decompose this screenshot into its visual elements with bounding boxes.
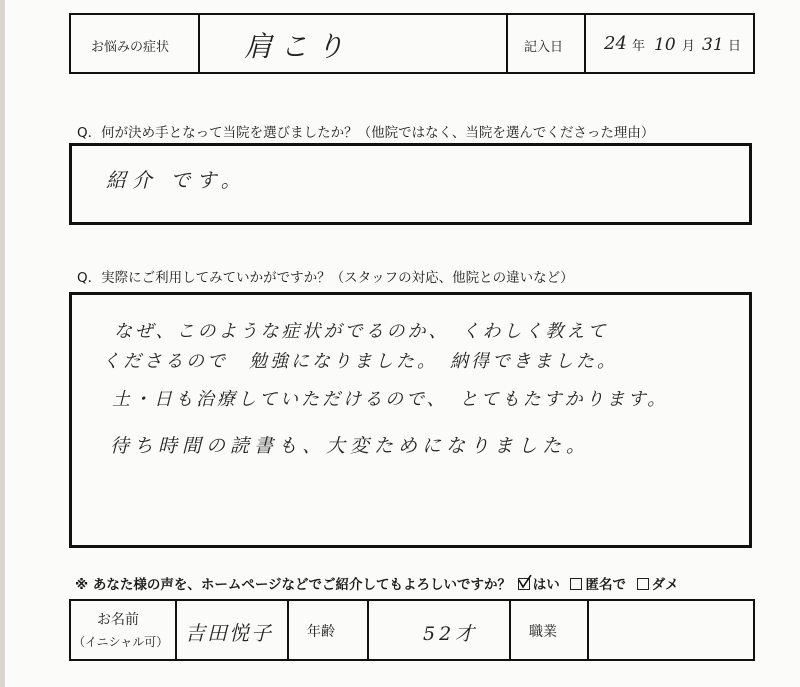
symptom-label: お悩みの症状 <box>91 40 170 55</box>
question-2: Q．実際にご利用してみていかがですか？（スタッフの対応、他院との違いなど） <box>77 270 574 286</box>
consent-question: ※ あなた様の声を、ホームページなどでご紹介してもよろしいですか？ <box>75 577 512 593</box>
date-month-unit: 月 <box>682 39 696 54</box>
answer-2-line: 土・日も治療していただけるので、 とてもたすかります。 <box>112 389 669 410</box>
consent-option-yes[interactable] <box>518 577 565 593</box>
date-day: 31 <box>702 35 724 55</box>
question-1: Q．何が決め手となって当院を選びましたか？（他院ではなく、当院を選んでくださった理由） <box>77 125 655 141</box>
profile-table <box>69 599 755 661</box>
symptom-table <box>69 13 755 74</box>
answer-1-box <box>69 143 752 225</box>
name-value-cell <box>175 601 289 659</box>
answer-2-box <box>69 292 752 548</box>
option-anon-label: 匿名で <box>585 577 626 593</box>
age-label: 年齢 <box>307 624 335 640</box>
date-label-cell <box>506 15 586 72</box>
date-day-unit: 日 <box>728 39 742 54</box>
date-label: 記入日 <box>524 40 564 55</box>
answer-2-line: 待ち時間の読書も、大変ためになりました。 <box>110 435 591 457</box>
check-mark-icon <box>518 575 532 589</box>
consent-option-anon[interactable] <box>570 577 630 593</box>
option-no-label: ダメ <box>651 577 679 593</box>
age-value-cell <box>367 601 511 659</box>
symptom-value-cell <box>198 15 508 72</box>
symptom-value: 肩こり <box>244 30 353 63</box>
checkbox-no[interactable] <box>637 578 649 590</box>
checkbox-anonymous[interactable] <box>570 578 582 590</box>
answer-2-line: なぜ、このような症状がでるのか、 くわしく教えて <box>114 321 609 342</box>
answer-1-text: 紹介 です。 <box>106 168 247 192</box>
date-value-cell <box>584 15 753 72</box>
occupation-label-cell <box>509 601 589 659</box>
checkbox-yes[interactable] <box>518 578 530 590</box>
answer-2-line: くださるので 勉強になりました。 納得できました。 <box>102 351 618 372</box>
consent-row <box>75 573 679 593</box>
consent-option-no[interactable] <box>637 577 679 593</box>
occupation-label: 職業 <box>529 624 557 640</box>
name-label: お名前 <box>97 612 139 628</box>
occupation-value-cell <box>587 601 753 659</box>
option-yes-label: はい <box>532 577 560 593</box>
name-value: 吉田悦子 <box>185 621 273 645</box>
age-label-cell <box>287 601 369 659</box>
age-value: 52才 <box>423 623 479 645</box>
scan-edge <box>0 0 5 687</box>
date-year-unit: 年 <box>632 39 646 54</box>
date-year: 24 <box>604 33 627 54</box>
date-month: 10 <box>654 35 676 55</box>
name-sub-label: （イニシャル可） <box>73 635 169 649</box>
